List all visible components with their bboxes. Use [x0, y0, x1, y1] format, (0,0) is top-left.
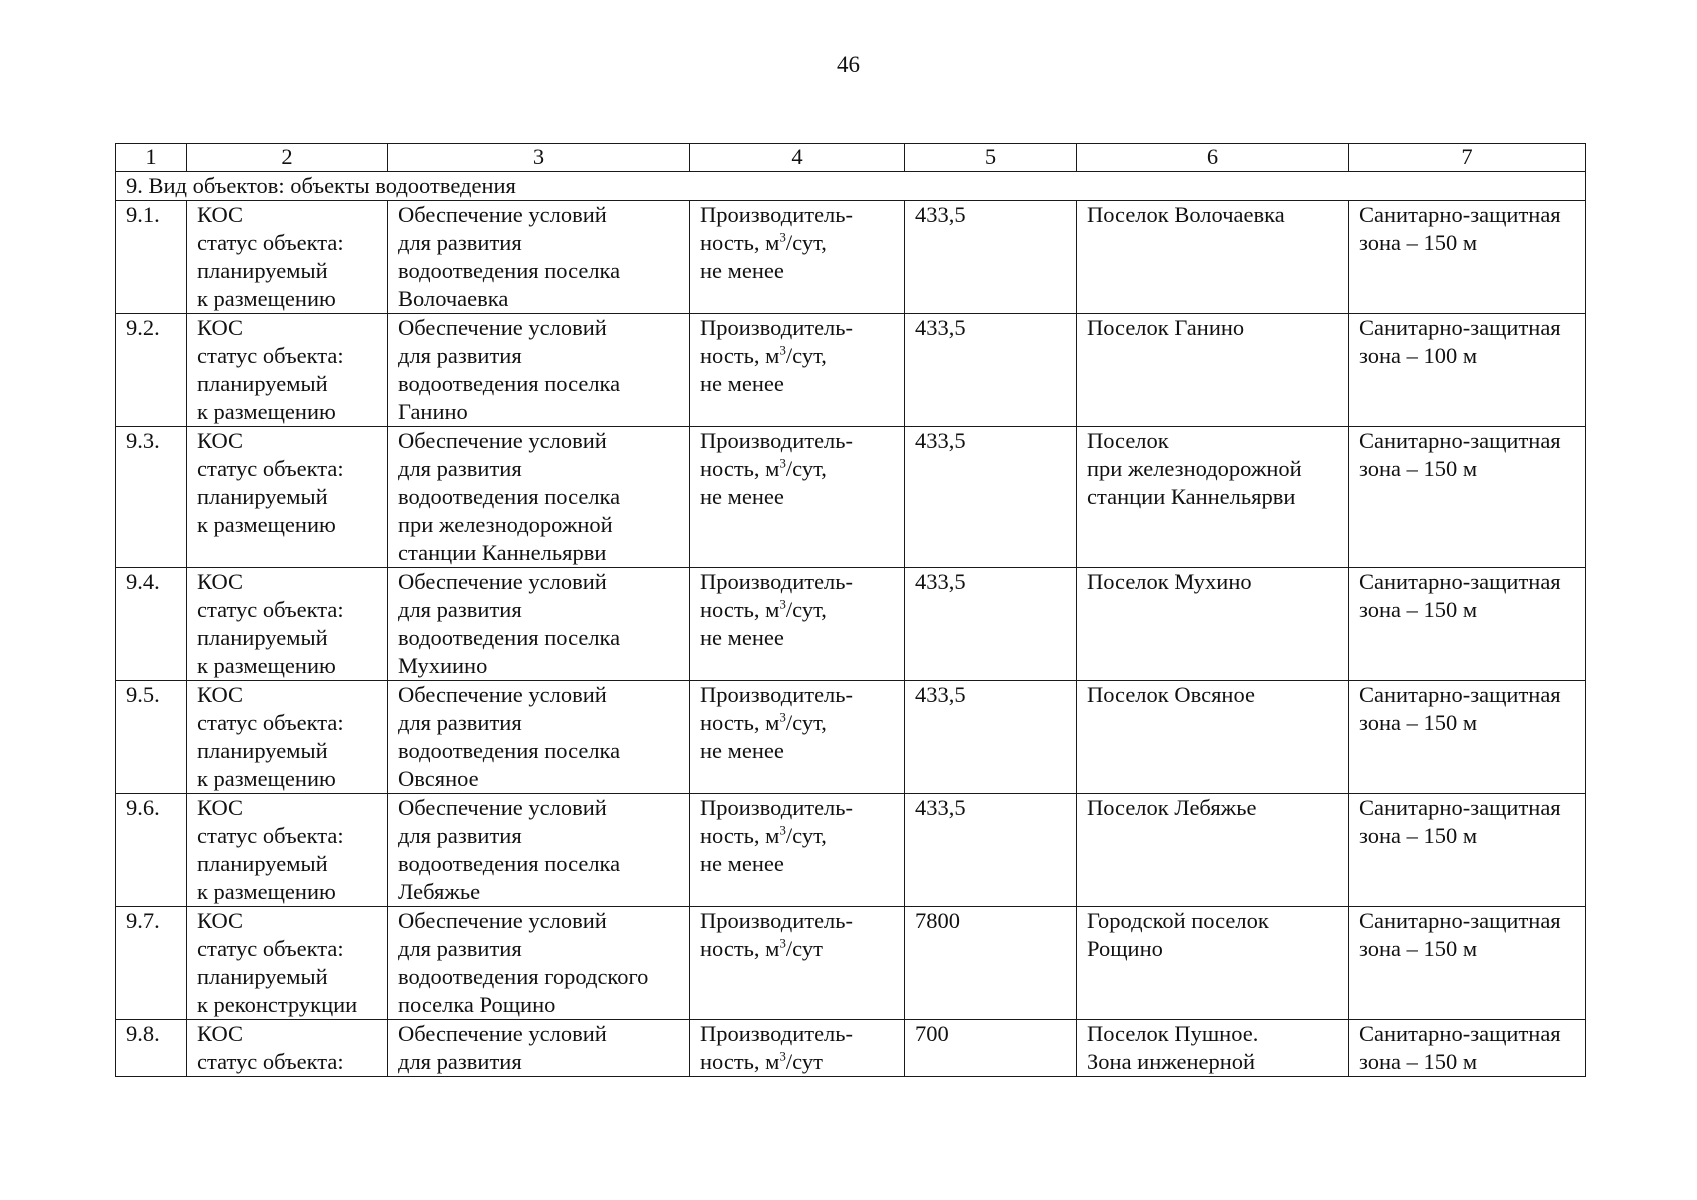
- zone-text-line: зона – 150 м: [1359, 1049, 1478, 1074]
- section-row: [116, 172, 1586, 201]
- parameter-unit-line: [700, 596, 894, 624]
- parameter-text: ность, м: [700, 230, 780, 255]
- parameter-cell: [690, 427, 905, 568]
- table-row: [116, 681, 1586, 794]
- object-text-line: к размещению: [197, 512, 336, 537]
- value-text: 433,5: [915, 315, 966, 340]
- object-text-line: к реконструкции: [197, 992, 358, 1017]
- object-text-line: планируемый: [197, 964, 328, 989]
- purpose-cell: [388, 681, 690, 794]
- object-text-line: статус объекта:: [197, 936, 344, 961]
- parameter-unit-line: [700, 342, 894, 370]
- row-number-cell: [116, 568, 187, 681]
- parameter-line: Производитель-: [700, 1021, 854, 1046]
- row-number: 9.6.: [126, 795, 160, 820]
- row-number: 9.2.: [126, 315, 160, 340]
- unit-exponent: 3: [779, 229, 786, 245]
- object-cell: [187, 794, 388, 907]
- purpose-cell: [388, 201, 690, 314]
- row-number-cell: [116, 1020, 187, 1077]
- parameter-cell: [690, 201, 905, 314]
- column-header: 7: [1349, 144, 1586, 172]
- value-cell: [905, 427, 1077, 568]
- table-row: [116, 314, 1586, 427]
- zone-text-line: зона – 150 м: [1359, 597, 1478, 622]
- row-number: 9.7.: [126, 908, 160, 933]
- object-text-line: планируемый: [197, 738, 328, 763]
- unit-exponent: 3: [779, 342, 786, 358]
- object-text-line: КОС: [197, 908, 243, 933]
- object-text-line: статус объекта:: [197, 343, 344, 368]
- purpose-text-line: водоотведения городского: [398, 964, 649, 989]
- objects-table: [115, 143, 1586, 1077]
- object-cell: [187, 1020, 388, 1077]
- value-text: 700: [915, 1021, 949, 1046]
- parameter-unit-line: [700, 1048, 894, 1076]
- object-text-line: КОС: [197, 428, 243, 453]
- zone-text-line: Санитарно-защитная: [1359, 569, 1561, 594]
- object-text-line: планируемый: [197, 625, 328, 650]
- value-cell: [905, 794, 1077, 907]
- purpose-text-line: Лебяжье: [398, 879, 481, 904]
- parameter-line: не менее: [700, 484, 784, 509]
- purpose-text-line: для развития: [398, 456, 522, 481]
- object-text-line: к размещению: [197, 879, 336, 904]
- purpose-cell: [388, 794, 690, 907]
- purpose-text-line: Ганино: [398, 399, 468, 424]
- location-cell: [1077, 201, 1349, 314]
- purpose-text-line: Обеспечение условий: [398, 202, 607, 227]
- purpose-text-line: Волочаевка: [398, 286, 509, 311]
- object-text-line: статус объекта:: [197, 823, 344, 848]
- parameter-text: ность, м: [700, 597, 780, 622]
- value-cell: [905, 681, 1077, 794]
- row-number: 9.4.: [126, 569, 160, 594]
- purpose-text-line: поселка Рощино: [398, 992, 556, 1017]
- purpose-text-line: Обеспечение условий: [398, 569, 607, 594]
- parameter-unit-text: /сут,: [785, 597, 827, 622]
- location-text-line: Поселок Ганино: [1087, 315, 1245, 340]
- zone-cell: [1349, 1020, 1586, 1077]
- parameter-unit-text: /сут,: [785, 343, 827, 368]
- row-number-cell: [116, 314, 187, 427]
- parameter-unit-line: [700, 935, 894, 963]
- parameter-text: ность, м: [700, 1049, 780, 1074]
- purpose-text-line: Обеспечение условий: [398, 682, 607, 707]
- purpose-text-line: водоотведения поселка: [398, 258, 621, 283]
- zone-text-line: зона – 100 м: [1359, 343, 1478, 368]
- object-text-line: статус объекта:: [197, 710, 344, 735]
- zone-text-line: Санитарно-защитная: [1359, 795, 1561, 820]
- value-cell: [905, 314, 1077, 427]
- parameter-cell: [690, 681, 905, 794]
- purpose-text-line: Обеспечение условий: [398, 315, 607, 340]
- object-text-line: планируемый: [197, 258, 328, 283]
- zone-cell: [1349, 794, 1586, 907]
- unit-exponent: 3: [779, 935, 786, 951]
- object-text-line: планируемый: [197, 484, 328, 509]
- location-text-line: станции Каннельярви: [1087, 484, 1296, 509]
- purpose-text-line: для развития: [398, 936, 522, 961]
- parameter-unit-line: [700, 229, 894, 257]
- purpose-text-line: Мухиино: [398, 653, 488, 678]
- parameter-text: ность, м: [700, 343, 780, 368]
- location-text-line: Поселок: [1087, 428, 1169, 453]
- purpose-cell: [388, 907, 690, 1020]
- unit-exponent: 3: [779, 1048, 786, 1064]
- purpose-text-line: для развития: [398, 230, 522, 255]
- zone-text-line: Санитарно-защитная: [1359, 315, 1561, 340]
- object-cell: [187, 681, 388, 794]
- location-text-line: Поселок Волочаевка: [1087, 202, 1285, 227]
- parameter-cell: [690, 794, 905, 907]
- parameter-line: не менее: [700, 625, 784, 650]
- row-number: 9.1.: [126, 202, 160, 227]
- object-text-line: к размещению: [197, 399, 336, 424]
- purpose-text-line: для развития: [398, 710, 522, 735]
- parameter-text: ность, м: [700, 823, 780, 848]
- purpose-text-line: Овсяное: [398, 766, 479, 791]
- unit-exponent: 3: [779, 822, 786, 838]
- page-number: 46: [837, 52, 860, 77]
- zone-cell: [1349, 314, 1586, 427]
- row-number: 9.5.: [126, 682, 160, 707]
- unit-exponent: 3: [779, 455, 786, 471]
- table-row: [116, 1020, 1586, 1077]
- parameter-unit-text: /сут,: [785, 230, 827, 255]
- location-text-line: Поселок Лебяжье: [1087, 795, 1257, 820]
- object-text-line: планируемый: [197, 371, 328, 396]
- purpose-text-line: водоотведения поселка: [398, 484, 621, 509]
- parameter-unit-text: /сут,: [785, 823, 827, 848]
- zone-cell: [1349, 427, 1586, 568]
- value-cell: [905, 568, 1077, 681]
- section-title: 9. Вид объектов: объекты водоотведения: [116, 172, 1586, 201]
- location-cell: [1077, 314, 1349, 427]
- object-cell: [187, 201, 388, 314]
- object-text-line: КОС: [197, 315, 243, 340]
- location-cell: [1077, 568, 1349, 681]
- object-text-line: КОС: [197, 795, 243, 820]
- location-text-line: Рощино: [1087, 936, 1163, 961]
- parameter-unit-text: /сут,: [785, 710, 827, 735]
- parameter-unit-text: /сут,: [785, 456, 827, 481]
- purpose-text-line: для развития: [398, 823, 522, 848]
- parameter-cell: [690, 568, 905, 681]
- zone-text-line: зона – 150 м: [1359, 936, 1478, 961]
- zone-cell: [1349, 201, 1586, 314]
- column-header: 4: [690, 144, 905, 172]
- purpose-text-line: водоотведения поселка: [398, 625, 621, 650]
- table-row: [116, 568, 1586, 681]
- value-text: 433,5: [915, 202, 966, 227]
- location-text-line: Городской поселок: [1087, 908, 1269, 933]
- row-number-cell: [116, 907, 187, 1020]
- parameter-line: Производитель-: [700, 428, 854, 453]
- zone-text-line: зона – 150 м: [1359, 710, 1478, 735]
- parameter-cell: [690, 1020, 905, 1077]
- parameter-unit-text: /сут: [785, 936, 823, 961]
- zone-cell: [1349, 907, 1586, 1020]
- parameter-line: не менее: [700, 851, 784, 876]
- zone-text-line: зона – 150 м: [1359, 456, 1478, 481]
- object-cell: [187, 907, 388, 1020]
- purpose-cell: [388, 427, 690, 568]
- table-row: [116, 427, 1586, 568]
- location-cell: [1077, 427, 1349, 568]
- object-text-line: КОС: [197, 1021, 243, 1046]
- value-cell: [905, 1020, 1077, 1077]
- zone-cell: [1349, 681, 1586, 794]
- column-number-row: [116, 144, 1586, 172]
- value-text: 433,5: [915, 569, 966, 594]
- object-text-line: к размещению: [197, 286, 336, 311]
- purpose-text-line: водоотведения поселка: [398, 738, 621, 763]
- object-text-line: статус объекта:: [197, 597, 344, 622]
- purpose-text-line: для развития: [398, 343, 522, 368]
- location-text-line: Поселок Пушное.: [1087, 1021, 1259, 1046]
- value-text: 433,5: [915, 682, 966, 707]
- purpose-text-line: водоотведения поселка: [398, 371, 621, 396]
- purpose-cell: [388, 314, 690, 427]
- unit-exponent: 3: [779, 596, 786, 612]
- parameter-line: Производитель-: [700, 908, 854, 933]
- parameter-unit-line: [700, 822, 894, 850]
- parameter-line: не менее: [700, 371, 784, 396]
- purpose-text-line: Обеспечение условий: [398, 428, 607, 453]
- location-cell: [1077, 907, 1349, 1020]
- parameter-line: Производитель-: [700, 569, 854, 594]
- row-number-cell: [116, 427, 187, 568]
- row-number-cell: [116, 201, 187, 314]
- column-header: 3: [388, 144, 690, 172]
- object-cell: [187, 427, 388, 568]
- object-text-line: статус объекта:: [197, 1049, 344, 1074]
- purpose-text-line: для развития: [398, 1049, 522, 1074]
- purpose-text-line: Обеспечение условий: [398, 795, 607, 820]
- location-text-line: при железнодорожной: [1087, 456, 1302, 481]
- purpose-text-line: при железнодорожной: [398, 512, 613, 537]
- unit-exponent: 3: [779, 709, 786, 725]
- location-cell: [1077, 681, 1349, 794]
- purpose-cell: [388, 1020, 690, 1077]
- object-text-line: КОС: [197, 202, 243, 227]
- parameter-line: не менее: [700, 258, 784, 283]
- parameter-line: Производитель-: [700, 682, 854, 707]
- object-text-line: статус объекта:: [197, 230, 344, 255]
- parameter-line: Производитель-: [700, 202, 854, 227]
- zone-text-line: Санитарно-защитная: [1359, 428, 1561, 453]
- parameter-line: Производитель-: [700, 795, 854, 820]
- column-header: 5: [905, 144, 1077, 172]
- location-text-line: Поселок Овсяное: [1087, 682, 1255, 707]
- row-number-cell: [116, 794, 187, 907]
- parameter-text: ность, м: [700, 710, 780, 735]
- parameter-cell: [690, 907, 905, 1020]
- parameter-cell: [690, 314, 905, 427]
- location-text-line: Поселок Мухино: [1087, 569, 1252, 594]
- row-number-cell: [116, 681, 187, 794]
- object-text-line: статус объекта:: [197, 456, 344, 481]
- purpose-text-line: станции Каннельярви: [398, 540, 607, 565]
- parameter-line: Производитель-: [700, 315, 854, 340]
- object-text-line: к размещению: [197, 766, 336, 791]
- row-number: 9.8.: [126, 1021, 160, 1046]
- object-text-line: КОС: [197, 569, 243, 594]
- location-text-line: Зона инженерной: [1087, 1049, 1256, 1074]
- purpose-text-line: для развития: [398, 597, 522, 622]
- column-header: 6: [1077, 144, 1349, 172]
- zone-cell: [1349, 568, 1586, 681]
- object-text-line: КОС: [197, 682, 243, 707]
- purpose-cell: [388, 568, 690, 681]
- column-header: 2: [187, 144, 388, 172]
- row-number: 9.3.: [126, 428, 160, 453]
- object-cell: [187, 314, 388, 427]
- parameter-text: ность, м: [700, 456, 780, 481]
- zone-text-line: Санитарно-защитная: [1359, 682, 1561, 707]
- parameter-line: не менее: [700, 738, 784, 763]
- zone-text-line: Санитарно-защитная: [1359, 202, 1561, 227]
- purpose-text-line: водоотведения поселка: [398, 851, 621, 876]
- parameter-unit-line: [700, 455, 894, 483]
- object-text-line: планируемый: [197, 851, 328, 876]
- value-cell: [905, 201, 1077, 314]
- parameter-unit-text: /сут: [785, 1049, 823, 1074]
- location-cell: [1077, 794, 1349, 907]
- zone-text-line: Санитарно-защитная: [1359, 1021, 1561, 1046]
- parameter-unit-line: [700, 709, 894, 737]
- parameter-text: ность, м: [700, 936, 780, 961]
- value-text: 433,5: [915, 795, 966, 820]
- table-row: [116, 201, 1586, 314]
- value-text: 433,5: [915, 428, 966, 453]
- zone-text-line: зона – 150 м: [1359, 230, 1478, 255]
- object-cell: [187, 568, 388, 681]
- value-text: 7800: [915, 908, 960, 933]
- table-row: [116, 794, 1586, 907]
- location-cell: [1077, 1020, 1349, 1077]
- zone-text-line: зона – 150 м: [1359, 823, 1478, 848]
- column-header: 1: [116, 144, 187, 172]
- purpose-text-line: Обеспечение условий: [398, 908, 607, 933]
- purpose-text-line: Обеспечение условий: [398, 1021, 607, 1046]
- table-row: [116, 907, 1586, 1020]
- zone-text-line: Санитарно-защитная: [1359, 908, 1561, 933]
- object-text-line: к размещению: [197, 653, 336, 678]
- value-cell: [905, 907, 1077, 1020]
